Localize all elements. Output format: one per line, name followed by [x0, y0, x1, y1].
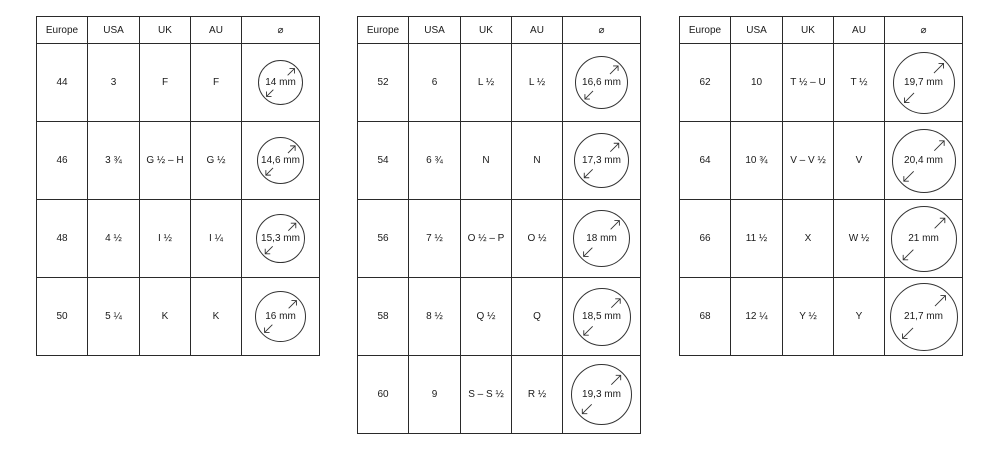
- cell-uk: T ½ – U: [783, 44, 834, 122]
- cell-europe: 54: [358, 122, 409, 200]
- ring-diameter-circle: [256, 214, 305, 263]
- ring-diameter-circle: [893, 52, 955, 114]
- ring-diameter-circle: [890, 283, 958, 351]
- header-au: AU: [191, 17, 242, 44]
- table-body: [37, 44, 320, 356]
- cell-europe: 44: [37, 44, 88, 122]
- ring-diameter-circle: [255, 291, 306, 342]
- cell-europe: 46: [37, 122, 88, 200]
- ring-diameter-circle: [573, 288, 631, 346]
- table-row: [680, 122, 963, 200]
- diameter-label: 15,3 mm: [261, 233, 300, 244]
- cell-au: L ½: [512, 44, 563, 122]
- cell-europe: 58: [358, 278, 409, 356]
- diameter-label: 16 mm: [265, 311, 296, 322]
- table-row: [680, 278, 963, 356]
- diameter-label: 14,6 mm: [261, 155, 300, 166]
- header-diameter: ⌀: [885, 17, 963, 44]
- table-row: [358, 278, 641, 356]
- cell-diameter: [242, 44, 320, 122]
- cell-europe: 60: [358, 356, 409, 434]
- cell-usa: 12 ¼: [731, 278, 783, 356]
- cell-uk: X: [783, 200, 834, 278]
- cell-europe: 50: [37, 278, 88, 356]
- ring-diameter-circle: [573, 210, 630, 267]
- cell-au: Q: [512, 278, 563, 356]
- diameter-label: 14 mm: [265, 77, 296, 88]
- cell-uk: I ½: [140, 200, 191, 278]
- diameter-label: 20,4 mm: [904, 155, 943, 166]
- cell-au: K: [191, 278, 242, 356]
- ring-size-table-1: [36, 16, 320, 356]
- header-diameter: ⌀: [563, 17, 641, 44]
- ring-diameter-circle: [257, 137, 304, 184]
- table-row: [37, 44, 320, 122]
- header-uk: UK: [140, 17, 191, 44]
- cell-diameter: [242, 200, 320, 278]
- cell-uk: V – V ½: [783, 122, 834, 200]
- cell-au: W ½: [834, 200, 885, 278]
- ring-diameter-circle: [571, 364, 632, 425]
- ring-size-table-3: [679, 16, 963, 356]
- cell-diameter: [885, 200, 963, 278]
- ring-diameter-circle: [891, 206, 957, 272]
- ring-size-table-2: [357, 16, 641, 434]
- table-row: [37, 200, 320, 278]
- header-usa: USA: [731, 17, 783, 44]
- diameter-label: 19,3 mm: [582, 389, 621, 400]
- cell-uk: K: [140, 278, 191, 356]
- diameter-label: 17,3 mm: [582, 155, 621, 166]
- cell-au: O ½: [512, 200, 563, 278]
- diameter-label: 18,5 mm: [582, 311, 621, 322]
- cell-usa: 6: [409, 44, 461, 122]
- diameter-label: 21,7 mm: [904, 311, 943, 322]
- cell-diameter: [563, 44, 641, 122]
- cell-europe: 66: [680, 200, 731, 278]
- ring-diameter-circle: [574, 133, 629, 188]
- table-row: [358, 122, 641, 200]
- table-row: [37, 278, 320, 356]
- cell-diameter: [563, 278, 641, 356]
- cell-diameter: [885, 44, 963, 122]
- cell-diameter: [242, 122, 320, 200]
- cell-uk: L ½: [461, 44, 512, 122]
- header-diameter: ⌀: [242, 17, 320, 44]
- header-row: [680, 17, 963, 44]
- header-europe: Europe: [37, 17, 88, 44]
- cell-au: T ½: [834, 44, 885, 122]
- table-row: [358, 44, 641, 122]
- cell-europe: 62: [680, 44, 731, 122]
- table-row: [680, 44, 963, 122]
- diameter-label: 19,7 mm: [904, 77, 943, 88]
- cell-uk: Q ½: [461, 278, 512, 356]
- cell-diameter: [242, 278, 320, 356]
- header-europe: Europe: [358, 17, 409, 44]
- cell-usa: 10: [731, 44, 783, 122]
- header-uk: UK: [783, 17, 834, 44]
- header-au: AU: [512, 17, 563, 44]
- cell-au: N: [512, 122, 563, 200]
- header-uk: UK: [461, 17, 512, 44]
- cell-uk: F: [140, 44, 191, 122]
- diameter-label: 21 mm: [908, 233, 939, 244]
- cell-diameter: [563, 200, 641, 278]
- header-europe: Europe: [680, 17, 731, 44]
- header-row: [37, 17, 320, 44]
- cell-au: R ½: [512, 356, 563, 434]
- cell-uk: Y ½: [783, 278, 834, 356]
- table-row: [680, 200, 963, 278]
- ring-diameter-circle: [575, 56, 628, 109]
- cell-usa: 7 ½: [409, 200, 461, 278]
- cell-au: I ¼: [191, 200, 242, 278]
- header-row: [358, 17, 641, 44]
- table-body: [680, 44, 963, 356]
- cell-usa: 11 ½: [731, 200, 783, 278]
- table-row: [358, 200, 641, 278]
- ring-diameter-circle: [258, 60, 303, 105]
- header-usa: USA: [88, 17, 140, 44]
- cell-diameter: [563, 122, 641, 200]
- cell-europe: 48: [37, 200, 88, 278]
- cell-usa: 4 ½: [88, 200, 140, 278]
- diameter-label: 16,6 mm: [582, 77, 621, 88]
- cell-usa: 3 ¾: [88, 122, 140, 200]
- cell-europe: 56: [358, 200, 409, 278]
- cell-au: F: [191, 44, 242, 122]
- cell-diameter: [563, 356, 641, 434]
- cell-usa: 10 ¾: [731, 122, 783, 200]
- cell-au: V: [834, 122, 885, 200]
- cell-europe: 52: [358, 44, 409, 122]
- table-row: [358, 356, 641, 434]
- cell-au: G ½: [191, 122, 242, 200]
- table-row: [37, 122, 320, 200]
- cell-usa: 5 ¼: [88, 278, 140, 356]
- cell-usa: 3: [88, 44, 140, 122]
- cell-au: Y: [834, 278, 885, 356]
- header-au: AU: [834, 17, 885, 44]
- header-usa: USA: [409, 17, 461, 44]
- cell-usa: 8 ½: [409, 278, 461, 356]
- cell-uk: G ½ – H: [140, 122, 191, 200]
- cell-uk: O ½ – P: [461, 200, 512, 278]
- cell-diameter: [885, 122, 963, 200]
- diameter-label: 18 mm: [586, 233, 617, 244]
- cell-usa: 6 ¾: [409, 122, 461, 200]
- ring-diameter-circle: [892, 129, 956, 193]
- cell-uk: N: [461, 122, 512, 200]
- cell-europe: 64: [680, 122, 731, 200]
- cell-usa: 9: [409, 356, 461, 434]
- cell-europe: 68: [680, 278, 731, 356]
- cell-diameter: [885, 278, 963, 356]
- table-body: [358, 44, 641, 434]
- cell-uk: S – S ½: [461, 356, 512, 434]
